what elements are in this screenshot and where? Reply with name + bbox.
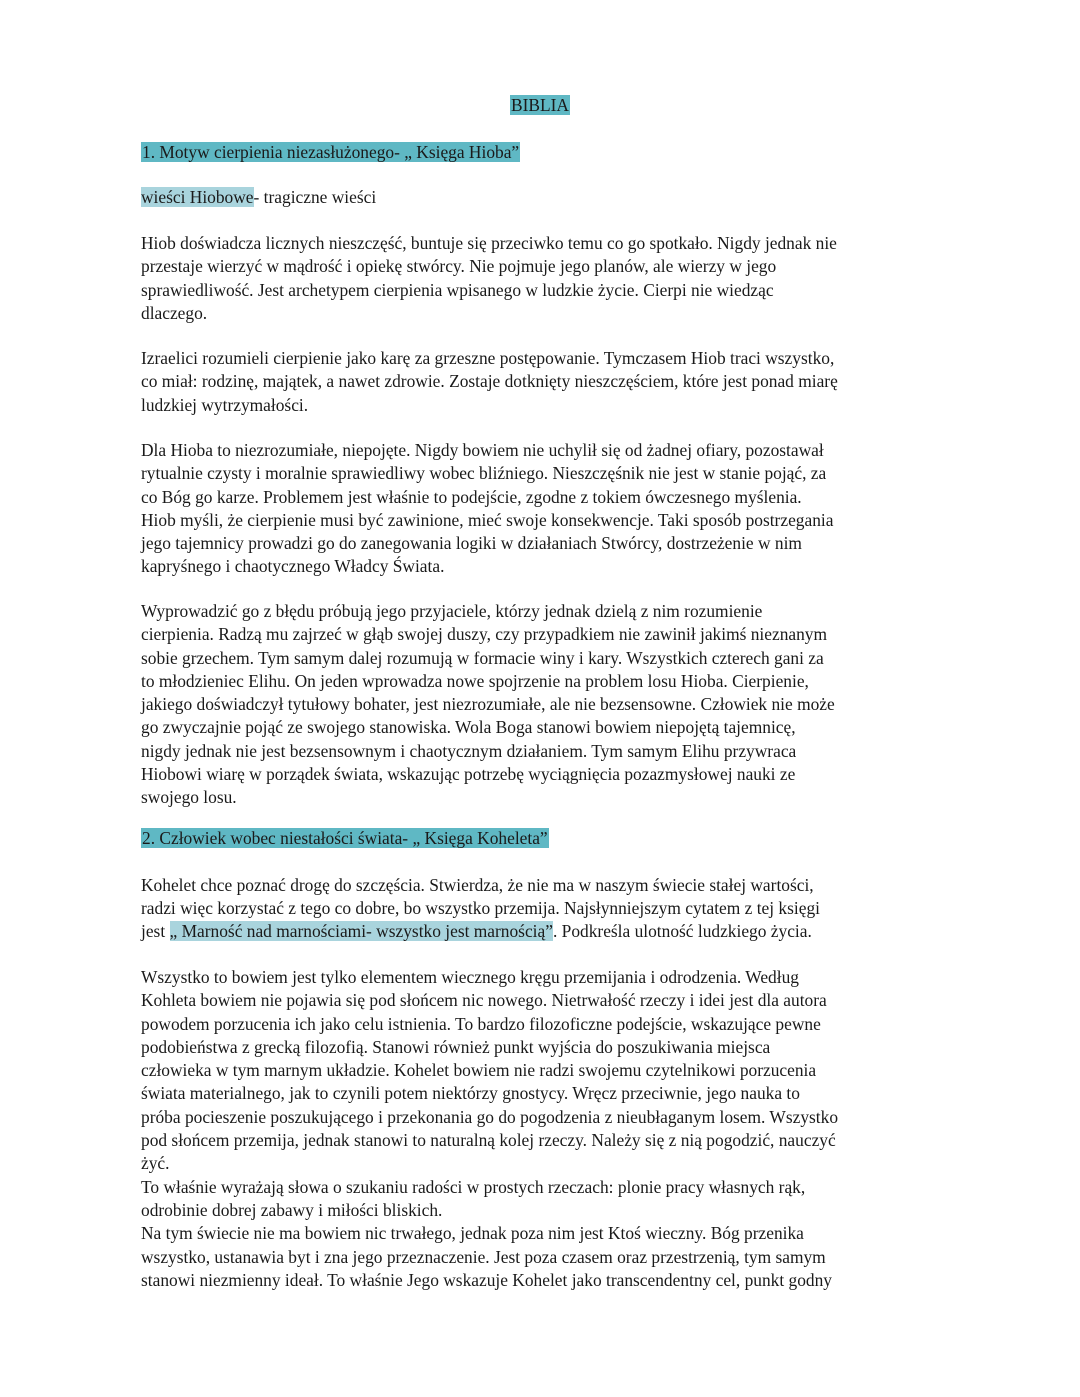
text-line: powodem porzucenia ich jako celu istnienia. To bardzo filozoficzne podejście, wskazujące pewne — [141, 1013, 821, 1034]
text-line: żyć. — [141, 1153, 170, 1174]
text-line: przestaje wierzyć w mądrość i opiekę stwórcy. Nie pojmuje jego planów, ale wierzy w jego — [141, 256, 777, 277]
quote-highlight: „ Marność nad marnościami- wszystko jest marnością” — [169, 921, 553, 941]
text-line: Na tym świecie nie ma bowiem nic trwałego, jednak poza nim jest Ktoś wieczny. Bóg przenika — [141, 1223, 804, 1244]
text-line: Hiob myśli, że cierpienie musi być zawinione, mieć swoje konsekwencje. Taki sposób postrzegania — [141, 509, 834, 530]
heading-2-text: 2. Człowiek wobec niestałości świata- „ Księga Koheleta” — [142, 828, 548, 848]
text-line: Dla Hioba to niezrozumiałe, niepojęte. Nigdy bowiem nie uchylił się od żadnej ofiary, pozostawał — [141, 440, 824, 460]
text-line: wszystko, ustanawia byt i zna jego przeznaczenie. Jest poza czasem oraz przestrzenią, tym samym — [141, 1246, 826, 1267]
text-line: co Bóg go karze. Problemem jest właśnie to podejście, zgodne z tokiem ówczesnego myślenia. — [141, 486, 802, 507]
text-line: ludzkiej wytrzymałości. — [141, 394, 309, 415]
paragraph-4 — [141, 600, 941, 810]
text-line: odrobinie dobrej zabawy i miłości bliskich. — [141, 1199, 443, 1220]
text-line: stanowi niezmienny ideał. To właśnie Jego wskazuje Kohelet jako transcendentny cel, punkt godny — [141, 1269, 833, 1290]
text-line: nigdy jednak nie jest bezsensownym i chaotycznym działaniem. Tym samym Elihu przywraca — [141, 740, 797, 761]
text-line: dlaczego. — [141, 302, 208, 323]
text-line: świata materialnego, jak to czynili potem niektórzy gnostycy. Wręcz przeciwnie, jego nauka to — [141, 1083, 800, 1104]
section-heading-1 — [141, 141, 941, 164]
heading-1-text: 1. Motyw cierpienia niezasłużonego- „ Księga Hioba” — [142, 142, 520, 162]
term-definition — [141, 186, 941, 209]
title-text: BIBLIA — [511, 95, 569, 115]
text-line: jakiego doświadczył tytułowy bohater, jest niezrozumiałe, ale nie bezsensowne. Człowiek nie może — [141, 694, 835, 715]
text-line: rytualnie czysty i moralnie sprawiedliwy wobec bliźniego. Nieszczęśnik nie jest w stanie pojąć, za — [141, 463, 827, 484]
text-line: swojego losu. — [141, 787, 237, 808]
paragraph-1 — [141, 232, 941, 325]
text-line: sobie grzechem. Tym samym dalej rozumują w formacie winy i kary. Wszystkich czterech gani za — [141, 647, 824, 668]
text-line: jego tajemnicy prowadzi go do zanegowania logiki w działaniach Stwórcy, dostrzeżenie w nim — [141, 533, 802, 554]
line-prefix: jest — [141, 921, 170, 941]
text-line: próba pocieszenie poszukującego i przekonania go do pogodzenia z nieubłaganym losem. Wszystko — [141, 1106, 839, 1127]
text-line: to młodzieniec Elihu. On jeden wprowadza nowe spojrzenie na problem losu Hioba. Cierpienie, — [141, 670, 809, 691]
text-line: Izraelici rozumieli cierpienie jako karę za grzeszne postępowanie. Tymczasem Hiob traci wszystko, — [141, 348, 835, 368]
text-line: Kohelet chce poznać drogę do szczęścia. Stwierdza, że nie ma w naszym świecie stałej wartości, — [141, 875, 814, 895]
text-line: To właśnie wyrażają słowa o szukaniu radości w prostych rzeczach: plonie pracy własnych rąk, — [141, 1176, 806, 1197]
term-rest: - tragiczne wieści — [253, 187, 377, 207]
text-line: sprawiedliwość. Jest archetypem cierpienia wpisanego w ludzkie życie. Cierpi nie wiedząc — [141, 279, 774, 300]
text-line: podobieństwa z grecką filozofią. Stanowi również punkt wyjścia do poszukiwania miejsca — [141, 1036, 771, 1057]
text-line: Hiobowi wiarę w porządek świata, wskazując potrzebę wyciągnięcia pozazmysłowej nauki ze — [141, 764, 796, 785]
text-line: go zwyczajnie pojąć ze swojego stanowiska. Wola Boga stanowi bowiem niepojętą tajemnicę, — [141, 717, 796, 738]
section-heading-2 — [141, 827, 941, 850]
text-line: Wyprowadzić go z błędu próbują jego przyjaciele, którzy jednak dzielą z nim rozumienie — [141, 601, 763, 621]
paragraph-2 — [141, 347, 941, 417]
paragraph-5-line-3 — [141, 920, 941, 943]
text-line: kapryśnego i chaotycznego Władcy Świata. — [141, 556, 445, 577]
text-line: co miał: rodzinę, majątek, a nawet zdrowie. Zostaje dotknięty nieszczęściem, które jest ponad miarę — [141, 371, 838, 392]
text-line: Hiob doświadcza licznych nieszczęść, buntuje się przeciwko temu co go spotkało. Nigdy jednak nie — [141, 233, 837, 253]
term-highlight: wieści Hiobowe — [141, 187, 254, 207]
paragraph-6 — [141, 966, 941, 1292]
text-line: Wszystko to bowiem jest tylko elementem wiecznego kręgu przemijania i odrodzenia. Według — [141, 967, 799, 987]
line-suffix: . Podkreśla ulotność ludzkiego życia. — [552, 921, 812, 941]
text-line: radzi więc korzystać z tego co dobre, bo wszystko przemija. Najsłynniejszym cytatem z tej księgi — [141, 898, 820, 919]
text-line: człowieka w tym marnym układzie. Kohelet bowiem nie radzi swojemu czytelnikowi porzucenia — [141, 1060, 817, 1081]
text-line: Kohleta bowiem nie pojawia się pod słońcem nic nowego. Nietrwałość rzeczy i idei jest dla autora — [141, 990, 827, 1011]
paragraph-5 — [141, 874, 941, 921]
text-line: cierpienia. Radzą mu zajrzeć w głąb swojej duszy, czy przypadkiem nie zawinił jakimś nieznanym — [141, 624, 828, 645]
document-title — [0, 94, 1080, 116]
paragraph-3 — [141, 439, 941, 579]
text-line: pod słońcem przemija, jednak stanowi to naturalną kolej rzeczy. Należy się z nią pogodzić, nauczyć — [141, 1130, 836, 1151]
